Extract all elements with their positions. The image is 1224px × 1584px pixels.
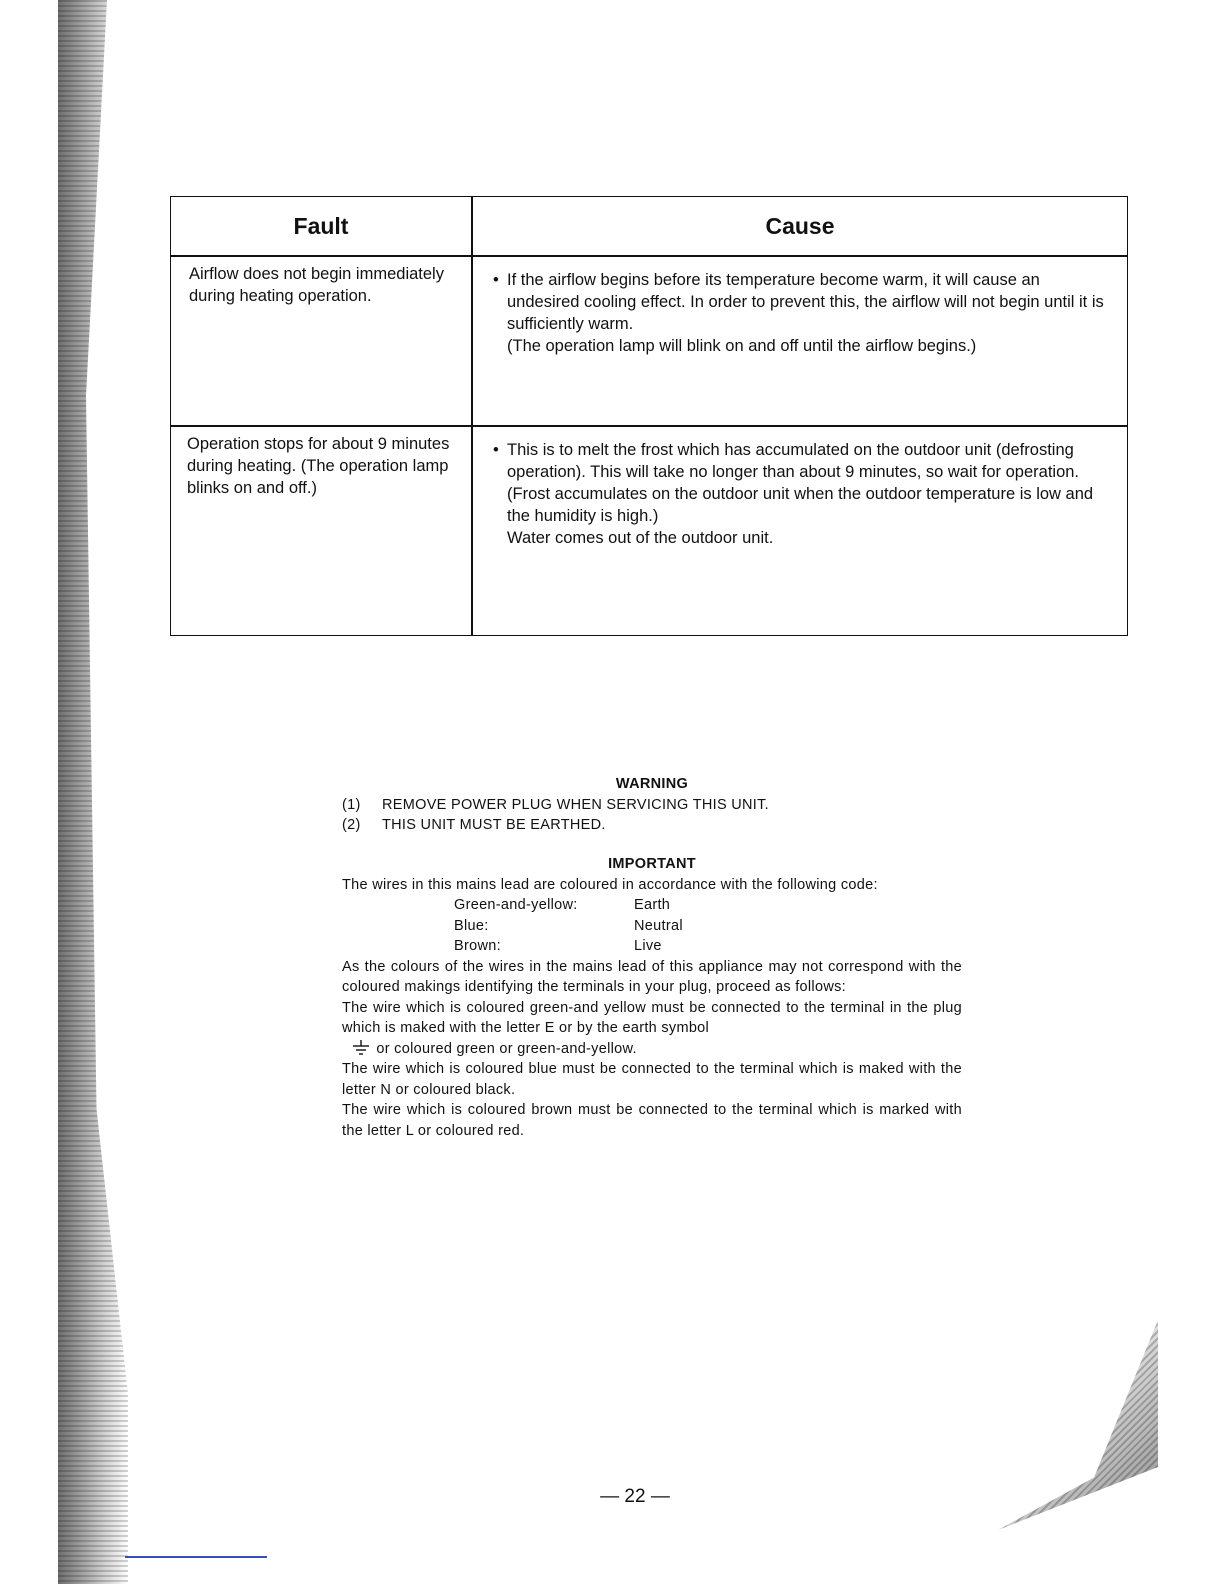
table-header-divider	[171, 255, 1127, 257]
warning-item	[342, 795, 962, 816]
paragraph-text-tail: or coloured green or green-and-yellow.	[376, 1040, 637, 1057]
bullet: •	[493, 441, 499, 459]
paragraph-text: The wire which is coloured green-and yellow must be connected to the terminal in the plug which is maked with the letter E or by the earth symbol	[342, 999, 962, 1036]
wire-colour: Blue:	[454, 917, 489, 934]
cause-text: This is to melt the frost which has accumulated on the outdoor unit (defrosting operation). This will take no longer than about 9 minutes, so wait for operation. (Frost accumulates on the outdoor unit when the outdoor temperature is low and the humidity is high.)	[507, 441, 1094, 525]
binding-shadow	[58, 0, 128, 1584]
table-row-2-cause	[493, 439, 1117, 549]
table-row-2-fault: Operation stops for about 9 minutes during heating. (The operation lamp blinks on and off.)	[187, 435, 450, 497]
table-row-divider	[171, 425, 1127, 427]
important-heading: IMPORTANT	[608, 856, 696, 872]
warning-item-number: (1)	[342, 796, 361, 813]
wire-meaning: Neutral	[634, 917, 683, 934]
warning-heading: WARNING	[615, 776, 689, 792]
important-paragraph-2	[342, 998, 962, 1060]
cause-text: If the airflow begins before its temperature become warm, it will cause an undesired cooling effect. In order to prevent this, the airflow will not begin until it is sufficiently warm.	[507, 271, 1104, 333]
earth-ground-icon	[350, 1040, 372, 1056]
important-paragraph-3: The wire which is coloured blue must be connected to the terminal which is maked with the letter N or coloured black.	[342, 1061, 962, 1098]
warning-item-number: (2)	[342, 817, 361, 833]
wire-meaning: Live	[634, 938, 662, 954]
wire-colour-code-table	[454, 895, 683, 957]
important-paragraph-1: As the colours of the wires in the mains lead of this appliance may not correspond with the coloured makings identifying the terminals in your plug, proceed as follows:	[342, 958, 962, 995]
important-intro: The wires in this mains lead are coloured in accordance with the following code:	[342, 876, 878, 893]
table-column-divider	[471, 197, 473, 635]
table-header-cause: Cause	[765, 212, 835, 239]
table-row	[454, 936, 683, 957]
table-header-fault: Fault	[293, 212, 349, 239]
table-row-1-fault: Airflow does not begin immediately during heating operation.	[189, 265, 444, 305]
important-paragraph-4: The wire which is coloured brown must be connected to the terminal which is marked with the letter L or coloured red.	[342, 1102, 962, 1139]
table-row	[454, 916, 683, 937]
table-row	[454, 895, 683, 916]
fault-cause-table	[170, 196, 1128, 636]
wire-colour: Brown:	[454, 938, 501, 954]
warning-item-text: THIS UNIT MUST BE EARTHED.	[382, 817, 606, 833]
wire-meaning: Earth	[634, 897, 671, 913]
warning-item-text: REMOVE POWER PLUG WHEN SERVICING THIS UNIT.	[382, 796, 769, 813]
cause-note: Water comes out of the outdoor unit.	[507, 529, 774, 547]
bottom-rule	[125, 1556, 267, 1558]
table-row-1-cause	[493, 269, 1113, 357]
wire-colour: Green-and-yellow:	[454, 897, 578, 913]
bullet: •	[493, 271, 499, 289]
page-number: — 22 —	[600, 1486, 670, 1507]
warning-section	[342, 774, 962, 836]
cause-note: (The operation lamp will blink on and off until the airflow begins.)	[507, 337, 977, 355]
warning-item	[342, 815, 962, 836]
important-section	[342, 854, 962, 1141]
